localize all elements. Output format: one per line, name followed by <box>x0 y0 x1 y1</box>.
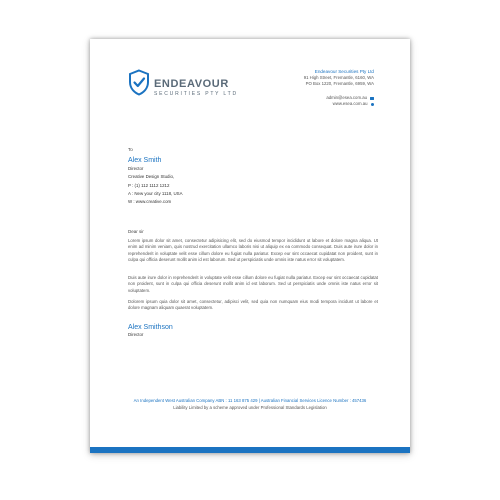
recipient-phone: P : (1) 112 1112 1212 <box>128 182 170 188</box>
letterhead-page <box>90 39 410 453</box>
footer-accent-bar <box>90 447 410 453</box>
shield-check-icon <box>128 69 150 96</box>
globe-icon <box>371 103 375 107</box>
company-address-line2: PO Box 1220, Fremantle, 6959, WA <box>305 81 374 87</box>
company-contact-block <box>326 95 374 107</box>
logo-name: ENDEAVOUR <box>154 78 229 90</box>
envelope-icon <box>370 97 374 100</box>
signer-name: Alex Smithson <box>128 324 173 331</box>
recipient-title: Director <box>128 166 144 171</box>
recipient-address: A : New your city 1118, USA <box>128 190 183 196</box>
company-name: Endeavour Securities Pty Ltd <box>314 69 374 74</box>
company-address-block <box>304 69 374 88</box>
web-row <box>326 101 374 107</box>
email-link[interactable]: admin@esea.com.au <box>326 95 367 100</box>
signature-block <box>128 324 173 338</box>
recipient-web: W : www.creative.com <box>128 199 172 205</box>
footer-company-info: An Independent West Australian Company ABN : 11 163 875 429 | Australian Financial Services Licence Number : 457436 <box>133 398 367 403</box>
footer-liability-note: Liability Limited by a scheme approved under Professional Standards Legislation <box>173 405 327 410</box>
recipient-name: Alex Smith <box>128 157 162 164</box>
greeting: Dear sir <box>128 229 144 234</box>
logo-subtitle: SECURITIES PTY LTD <box>154 91 238 97</box>
recipient-company: Creative Design Studio, <box>128 174 175 180</box>
website-link[interactable]: www.esea.com.au <box>332 101 368 107</box>
company-logo <box>128 69 238 101</box>
recipient-block <box>128 156 183 206</box>
body-paragraph-1: Lorem ipsum dolor sit amet, consectetur adipisicing elit, sed do eiusmod tempor incididunt ut labore et dolore magna aliqua. Ut enim ad minim veniam, quis nostrud exercitation ullamco laboris nisi ut aliquip ex ea commodo consequat. Duis aute irure dolor in reprehenderit in voluptate velit esse cillum dolore eu fugiat nulla pariatur. Excep eur sint occaecat cupidatat non proident, sunt in culpa qui officia deserunt mollit anim id est laborum. Sed ut perspiciatis unde omnis iste natus error sit voluptatem. <box>128 238 378 262</box>
body-paragraph-2: Duis aute irure dolor in reprehenderit in voluptate velit esse cillum dolore eu fugiat nulla pariatur. Excep eur sint occaecat cupidatat non proident, sunt in culpa qui officia deserunt mollit anim id est laborum. Sed ut perspiciatis unde omnis iste natus error sit voluptatem. <box>128 275 378 293</box>
to-label: To <box>128 147 133 152</box>
body-paragraph-3: Dolorem ipsum quia dolor sit amet, consectetur, adipisci velit, sed quia non numquam eius modi tempora incidunt ut labore et dolore magnam aliquam quaerat voluptatem. <box>128 299 378 311</box>
company-address-line1: 91 High Street, Fremantle, 6160, WA <box>303 75 374 81</box>
footer <box>90 397 410 411</box>
signer-title: Director <box>128 332 144 337</box>
